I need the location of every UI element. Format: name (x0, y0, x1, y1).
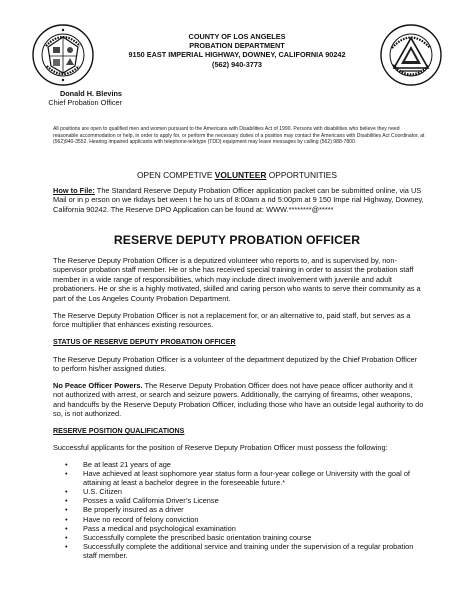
how-to-file (53, 186, 425, 214)
list-item: • Have achieved at least sophomore year status form a four-year college or University with the goal of attaining at least a bachelor degree in the foreseeable future.* (65, 469, 410, 488)
list-item: • Be at least 21 years of age (65, 460, 171, 469)
list-item: • Have no record of felony conviction (65, 514, 199, 524)
page-title: RESERVE DEPUTY PROBATION OFFICER (113, 233, 361, 247)
header-phone: (562) 940-3773 (212, 59, 262, 69)
intro-paragraph-1: The Reserve Deputy Probation Officer is a deputized volunteer who reports to, and is supervised by, non-supervisor probation staff member. He or she has received special training in order to assist the probation staff member in a wide range of responsibilities, which may include direct involvement with juvenile and adult probationers. He or she is a highly motivated, skilled and caring person who wants to serve their community as a part of the Los Angeles County Probation Department. (53, 256, 421, 303)
signer-block (22, 89, 122, 107)
status-paragraph: The Reserve Deputy Probation Officer is a volunteer of the department deputized by the Chief Probation Officer to perform his/her assigned duties. (53, 355, 418, 374)
list-item: • Pass a medical and psychological examination (65, 523, 236, 533)
bullet-icon: • (65, 487, 68, 497)
bullet-icon: • (65, 532, 68, 542)
status-heading: STATUS OF RESERVE DEPUTY PROBATION OFFICER (53, 338, 236, 346)
probation-department-seal-logo (380, 24, 442, 86)
header-county: COUNTY OF LOS ANGELES (188, 32, 286, 41)
list-item: • Be properly insured as a driver (65, 505, 184, 515)
header-department: PROBATION DEPARTMENT (189, 41, 285, 51)
list-item: • Posses a valid California Driver’s License (65, 496, 219, 506)
bullet-icon: • (65, 460, 68, 469)
intro-paragraph-2: The Reserve Deputy Probation Officer is not a replacement for, or an alternative to, paid staff, but serves as a force multiplier that enhances existing resources. (53, 311, 411, 330)
ada-notice: All positions are open to qualified men and women pursuant to the Americans with Disabilities Act of 1990. Persons with disabilities who believe they need reasonable accommodation or help, in order to apply for, or perform the necessary duties of a position may contact the Americans with Disabilities Act Coordinator, at (562)940-3552. Hearing impaired applicants with telephone-teletype (TDD) equipment may leave messages by calling (562) 988-7800. (53, 126, 425, 146)
bullet-icon: • (65, 505, 68, 515)
no-peace-officer-powers-text: The Reserve Deputy Probation Officer does not have peace officer authority and it not authorized with arrest, or search and seizure powers. Additionally, the carrying of firearms, other weapons, and handcuffs by the Reserve Deputy Probation Officer, including those who have an outside legal authority to do so, is not authorized. (53, 381, 424, 419)
no-peace-officer-powers-paragraph (53, 381, 425, 419)
signer-title: Chief Probation Officer (48, 98, 122, 107)
county-seal-logo (32, 24, 94, 86)
header-address: 9150 EAST IMPERIAL HIGHWAY, DOWNEY, CALIFORNIA 90242 (128, 50, 346, 60)
bullet-icon: • (65, 514, 68, 524)
how-to-file-text: The Standard Reserve Deputy Probation Officer application packet can be submitted online, via US Mail or in p erson on we rkdays bet ween t he ho urs of 8:00am a nd 5:00pm at 9 150 Impe rial Highway, Downey, California 90242. The Reserve DPO Application can be found at: WWW.********@***** (53, 186, 424, 214)
qualifications-heading: RESERVE POSITION QUALIFICATIONS (53, 427, 185, 435)
how-to-file-label: How to File: (53, 186, 95, 195)
subtitle-volunteer: VOLUNTEER (214, 170, 267, 180)
signer-name: Donald H. Blevins (59, 89, 122, 98)
list-item: • Successfully complete the prescribed basic orientation training course (65, 532, 312, 542)
opportunity-subtitle (0, 170, 474, 180)
bullet-icon: • (65, 469, 68, 479)
qualifications-intro: Successful applicants for the position of Reserve Deputy Probation Officer must possess the following: (53, 443, 388, 452)
subtitle-prefix: OPEN COMPETIVE (137, 170, 215, 180)
bullet-icon: • (65, 541, 68, 551)
list-item: • U.S. Citizen (65, 487, 123, 497)
no-peace-officer-powers-label: No Peace Officer Powers. (53, 381, 143, 390)
subtitle-suffix: OPPORTUNITIES (266, 170, 337, 180)
bullet-icon: • (65, 496, 68, 506)
list-item: • Successfully complete the additional service and training under the supervision of a regular probation staff member. (65, 541, 414, 560)
department-header (100, 32, 374, 69)
bullet-icon: • (65, 523, 68, 533)
qualifications-list (53, 460, 425, 560)
